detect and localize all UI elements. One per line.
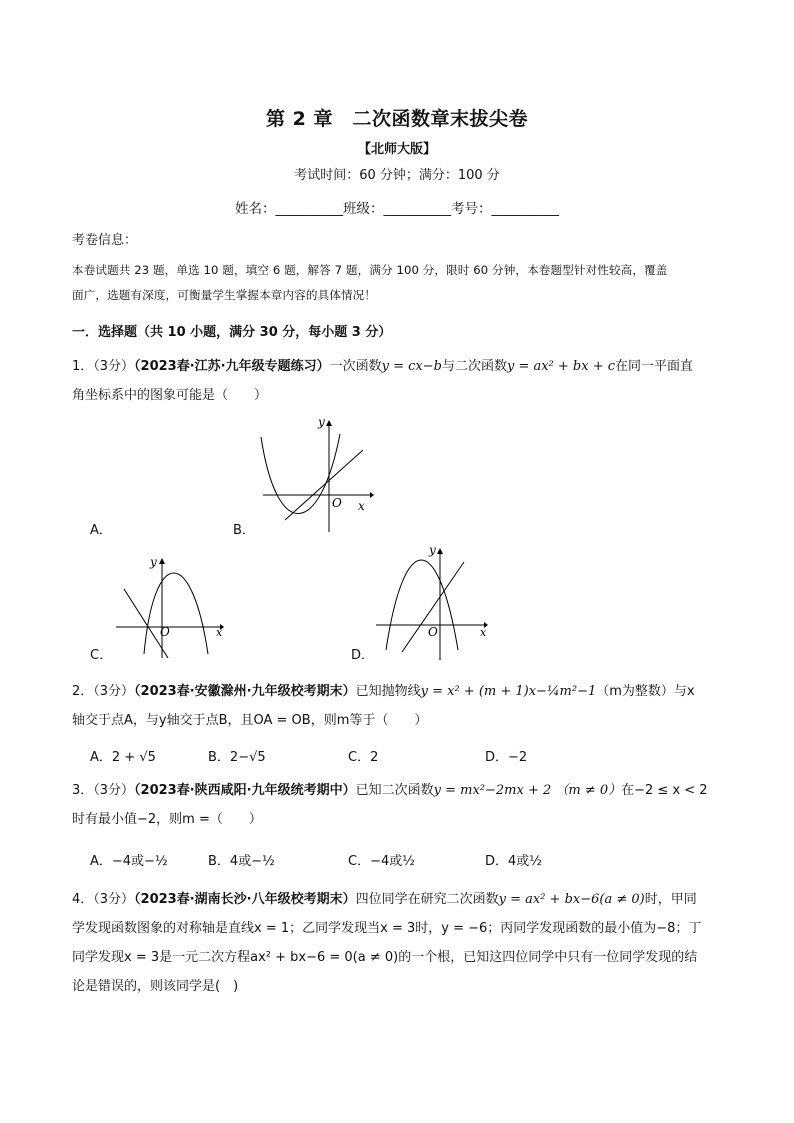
question-2-option-c[interactable]: C．2 [348, 750, 379, 765]
question-4 [72, 885, 732, 1001]
question-4-line-2: 学发现函数图象的对称轴是直线x = 1；乙同学发现当x = 3时，y = −6；丙同学发现函数的最小值为−8；丁 [72, 921, 702, 936]
question-3-prefix: 3．（3分） [72, 783, 135, 798]
question-4-expr: y = ax² + bx−6(a ≠ 0) [498, 892, 645, 907]
question-1-text-a: 一次函数 [329, 359, 382, 374]
question-1-expr-2: y = ax² + bx + c [506, 359, 616, 374]
graph-option-d [372, 542, 494, 662]
origin-label: O [428, 625, 438, 639]
question-1-line-1 [72, 352, 732, 381]
y-axis-label: y [150, 555, 157, 569]
question-2-line-1 [72, 677, 732, 706]
question-2-option-d[interactable]: D．−2 [485, 750, 528, 765]
question-2 [72, 677, 732, 735]
question-2-text-b: （m为整数）与x [596, 684, 695, 699]
y-axis-label: y [429, 543, 436, 557]
question-4-line-1 [72, 885, 732, 914]
question-3-option-a[interactable]: A．−4或−½ [90, 854, 168, 869]
question-3-line-2: 时有最小值−2，则m =（ ） [72, 812, 262, 827]
student-info-line: 姓名：__________班级：__________考号：__________ [235, 201, 559, 217]
x-axis-label: x [480, 626, 487, 639]
y-axis-arrow [437, 548, 443, 554]
x-axis-arrow [370, 492, 374, 498]
info-label: 考卷信息： [72, 233, 138, 248]
y-axis-arrow [159, 558, 165, 564]
question-3-line-1 [72, 776, 732, 805]
question-3-source: （2023春·陕西咸阳·九年级统考期中） [134, 783, 356, 798]
origin-label: O [332, 496, 342, 510]
question-3-text-a: 已知二次函数 [355, 783, 434, 798]
question-4-line-4: 论是错误的，则该同学是( ) [72, 979, 239, 994]
question-2-expr: y = x² + (m + 1)x−¼m²−1 [420, 684, 597, 699]
question-3-expr: y = mx²−2mx + 2 （m ≠ 0） [433, 783, 622, 798]
x-axis-label: x [358, 499, 365, 513]
question-1-expr-1: y = cx−b [381, 359, 442, 374]
question-2-option-b[interactable]: B．2−√5 [208, 750, 266, 765]
question-4-line-3: 同学发现x = 3是一元二次方程ax² + bx−6 = 0(a ≠ 0)的一个根，已知这四位同学中只有一位同学发现的结 [72, 950, 698, 965]
graph-option-b [255, 412, 375, 534]
info-body-line-2: 面广，选题有深度，可衡量学生掌握本章内容的具体情况！ [72, 288, 377, 302]
linear-line [124, 589, 168, 658]
question-1 [72, 352, 732, 410]
question-1-line-2: 角坐标系中的图象可能是（ ） [72, 388, 268, 403]
question-2-source: （2023春·安徽滁州·九年级校考期末） [134, 684, 356, 699]
question-4-source: （2023春·湖南长沙·八年级校考期末） [134, 892, 356, 907]
question-2-line-2: 轴交于点A，与y轴交于点B，且OA = OB，则m等于（ ） [72, 713, 428, 728]
option-a-label[interactable]: A． [90, 523, 112, 538]
question-3-option-d[interactable]: D．4或½ [485, 854, 542, 869]
question-1-text-c: 在同一平面直 [615, 359, 694, 374]
exam-time-info: 考试时间：60 分钟；满分：100 分 [294, 168, 500, 183]
origin-label: O [160, 625, 170, 639]
edition-label: 【北师大版】 [357, 142, 436, 157]
linear-line [285, 450, 363, 520]
question-2-prefix: 2．（3分） [72, 684, 135, 699]
parabola-curve [144, 573, 208, 654]
question-4-prefix: 4．（3分） [72, 892, 135, 907]
info-body-line-1: 本卷试题共 23 题，单选 10 题，填空 6 题，解答 7 题，满分 100 分，限时 60 分钟，本卷题型针对性较高，覆盖 [72, 263, 668, 277]
parabola-curve [261, 434, 340, 514]
option-d-label[interactable]: D． [351, 648, 375, 663]
parabola-curve [386, 560, 458, 650]
y-axis-label: y [318, 415, 325, 429]
option-b-label[interactable]: B． [233, 523, 255, 538]
question-4-text-b: 时，甲同 [644, 892, 697, 907]
x-axis-label: x [216, 626, 223, 639]
question-3-text-b: 在−2 ≤ x < 2 [621, 783, 708, 798]
question-4-text-a: 四位同学在研究二次函数 [355, 892, 499, 907]
question-2-option-a[interactable]: A．2 + √5 [90, 750, 156, 765]
question-3 [72, 776, 732, 834]
question-1-source: （2023春·江苏·九年级专题练习） [134, 359, 330, 374]
question-3-option-c[interactable]: C．−4或½ [348, 854, 415, 869]
option-c-label[interactable]: C． [90, 648, 113, 663]
question-1-text-b: 与二次函数 [441, 359, 507, 374]
page-title: 第 2 章 二次函数章末拔尖卷 [266, 108, 528, 130]
question-3-option-b[interactable]: B．4或−½ [208, 854, 275, 869]
graph-option-c [112, 554, 232, 662]
y-axis-arrow [326, 420, 332, 426]
question-2-text-a: 已知抛物线 [355, 684, 421, 699]
question-1-prefix: 1．（3分） [72, 359, 135, 374]
section-title: 一．选择题（共 10 小题，满分 30 分，每小题 3 分） [72, 325, 392, 340]
info-body [72, 258, 732, 308]
